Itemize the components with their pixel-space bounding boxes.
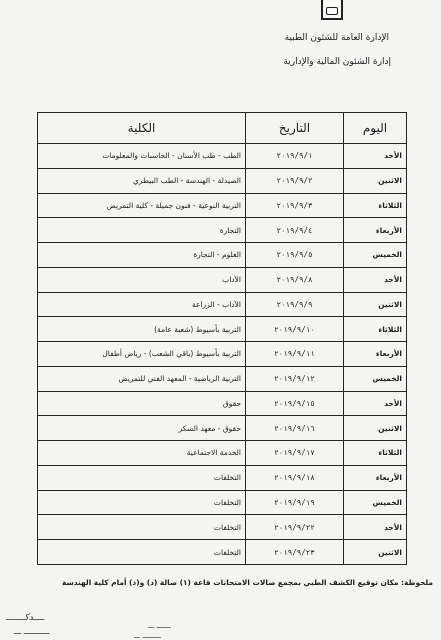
day-cell: الخميس [344,490,407,515]
day-cell: الاثنين [344,416,407,441]
university-seal-icon [321,0,343,20]
date-cell: ٢٠١٩/٩/٣ [246,193,344,218]
day-cell: الأربعاء [344,342,407,367]
faculty-cell: الصيدلة - الهندسة - الطب البيطري [38,168,246,193]
date-cell: ٢٠١٩/٩/١٧ [246,441,344,466]
schedule-table [37,112,407,565]
footnote: ملحوظة: مكان توقيع الكشف الطبي بمجمع صالات الامتحانات قاعة (١) صالة (د) و(ذ) أمام كلية الهندسة [62,578,433,587]
table-row [38,218,407,243]
day-cell: الأحد [344,144,407,169]
header-line-2: إدارة الشئون المالية والإدارية [283,57,391,67]
table-row [38,366,407,391]
faculty-cell: التخلفات [38,465,246,490]
faculty-cell: التربية بأسيوط (شعبة عامة) [38,317,246,342]
day-cell: الخميس [344,243,407,268]
faculty-cell: التخلفات [38,515,246,540]
faculty-cell: التخلفات [38,540,246,565]
table-row [38,144,407,169]
date-cell: ٢٠١٩/٩/١ [246,144,344,169]
date-cell: ٢٠١٩/٩/٢٣ [246,540,344,565]
date-cell: ٢٠١٩/٩/١١ [246,342,344,367]
day-cell: الأحد [344,267,407,292]
table-row [38,193,407,218]
date-cell: ٢٠١٩/٩/١٢ [246,366,344,391]
day-cell: الأربعاء [344,465,407,490]
date-cell: ٢٠١٩/٩/١٥ [246,391,344,416]
faculty-cell: التربية النوعية - فنون جميلة - كلية التمريض [38,193,246,218]
date-cell: ٢٠١٩/٩/١٨ [246,465,344,490]
column-header-day: اليوم [344,113,407,144]
table-row [38,540,407,565]
table-row [38,292,407,317]
day-cell: الاثنين [344,540,407,565]
table-row [38,465,407,490]
date-cell: ٢٠١٩/٩/١٠ [246,317,344,342]
faculty-cell: التخلفات [38,490,246,515]
day-cell: الاثنين [344,168,407,193]
table-row [38,342,407,367]
date-cell: ٢٠١٩/٩/٥ [246,243,344,268]
faculty-cell: التربية الرياضية - المعهد الفني للتمريض [38,366,246,391]
table-row [38,168,407,193]
faculty-cell: التربية بأسيوط (باقي الشعب) - رياض أطفال [38,342,246,367]
signature-scribble-1: ــــدكـــــــ [6,613,45,623]
faculty-cell: حقوق - معهد السكر [38,416,246,441]
faculty-cell: حقوق [38,391,246,416]
table-row [38,243,407,268]
day-cell: الأربعاء [344,218,407,243]
column-header-faculty: الكلية [38,113,246,144]
table-row [38,267,407,292]
day-cell: الاثنين [344,292,407,317]
table-row [38,490,407,515]
date-cell: ٢٠١٩/٩/٢٢ [246,515,344,540]
header-line-1: الإدارة العامة للشئون الطبية [284,33,389,43]
date-cell: ٢٠١٩/٩/٨ [246,267,344,292]
faculty-cell: الخدمة الاجتماعية [38,441,246,466]
table-row [38,416,407,441]
signature-scribble-3: ـــــــ ـــ [148,622,171,630]
faculty-cell: العلوم - التجارة [38,243,246,268]
column-header-date: التاريخ [246,113,344,144]
date-cell: ٢٠١٩/٩/٤ [246,218,344,243]
day-cell: الثلاثاء [344,193,407,218]
date-cell: ٢٠١٩/٩/٩ [246,292,344,317]
date-cell: ٢٠١٩/٩/٢ [246,168,344,193]
faculty-cell: الآداب [38,267,246,292]
faculty-cell: التجارة [38,218,246,243]
table-row [38,317,407,342]
day-cell: الخميس [344,366,407,391]
table-row [38,391,407,416]
signatures [0,585,441,640]
table-row [38,441,407,466]
signature-scribble-2: ـــــــــــ ـــ [14,627,50,636]
date-cell: ٢٠١٩/٩/١٦ [246,416,344,441]
day-cell: الثلاثاء [344,317,407,342]
table-row [38,515,407,540]
faculty-cell: الآداب - الزراعة [38,292,246,317]
date-cell: ٢٠١٩/٩/١٩ [246,490,344,515]
day-cell: الأحد [344,515,407,540]
table-header-row [38,113,407,144]
signature-scribble-4: ـــــــــ ـــ [134,632,161,640]
day-cell: الثلاثاء [344,441,407,466]
faculty-cell: الطب - طب الأسنان - الحاسبات والمعلومات [38,144,246,169]
day-cell: الأحد [344,391,407,416]
